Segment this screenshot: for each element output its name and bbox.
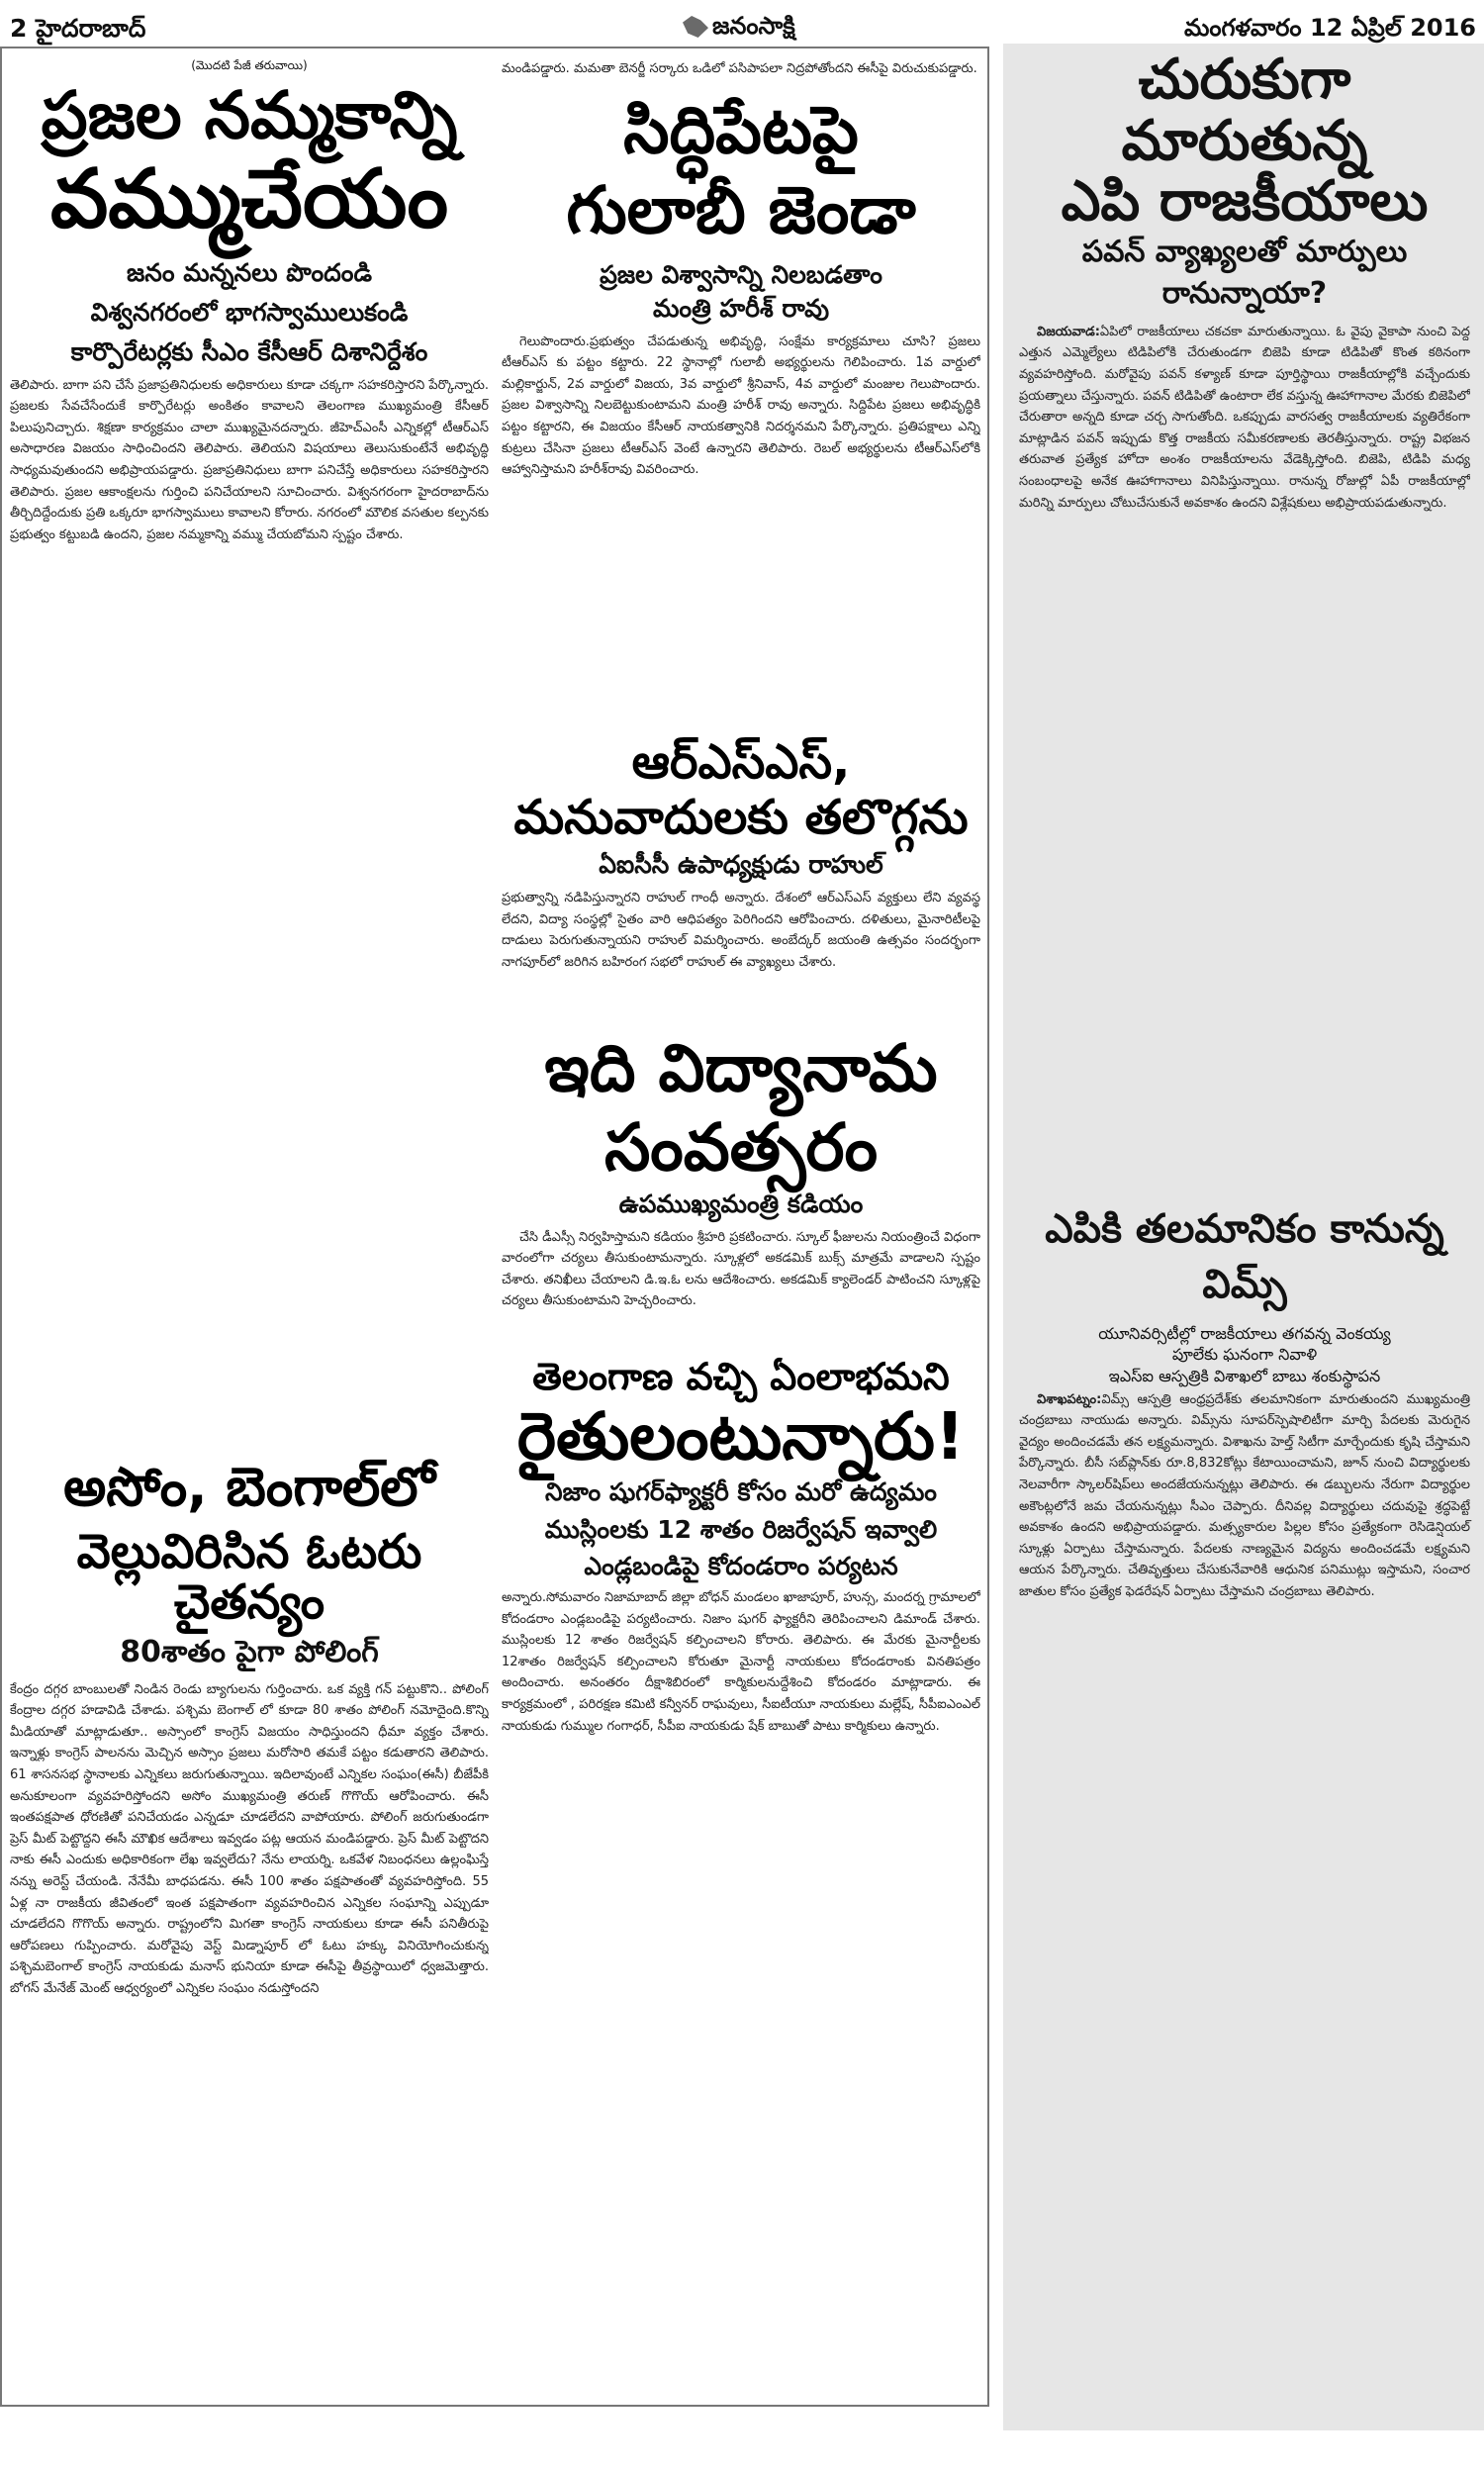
headline-line-2: సంవత్సరం: [603, 1108, 879, 1186]
dateline: విశాఖపట్నం:: [1037, 1391, 1102, 1407]
deck-2: పూలేకు ఘనంగా నివాళి: [1171, 1345, 1318, 1365]
headline-line-2: రైతులంటున్నారు!: [516, 1398, 966, 1475]
article-body-text: విమ్స్ ఆస్పత్రి ఆంధ్రప్రదేశ్‌కు తలమానికంగా మారుతుందని ముఖ్యమంత్రి చంద్రబాబు నాయుడు అన్నారు. విమ్స్‌ను సూపర్‌స్పెషాలిటీగా మార్చి పేదలకు మెరుగైన వైద్యం అందించడమే తన లక్ష్యమన్నారు. విశాఖను హెల్త్ సిటీగా మార్చేందుకు కృషి చేస్తామని పేర్కొన్నారు. బీసీ సబ్‌ప్లాన్‌కు రూ.8,832కోట్లు కేటాయించామని, జూన్ నుంచి విద్యార్థులకు నెలవారీగా స్కాలర్‌షిప్‌లు అందజేయనున్నట్లు తెలిపారు. ఈ డబ్బులను నేరుగా విద్యార్థుల అకౌంట్లలోనే జమ చేయనున్నట్లు సీఎం చెప్పారు. దీనివల్ల విద్యార్థులు చదువుపై శ్రద్ధపెట్టే అవకాశం ఉందని అభిప్రాయపడ్డారు. మత్స్యకారుల పిల్లల కోసం ప్రత్యేకంగా రెసిడెన్షియల్ స్కూళ్లు ఏర్పాటు చేస్తామన్నారు. పేదలకు నాణ్యమైన విద్యను అందించడమే లక్ష్యమని ఆయన పేర్కొన్నారు. చేతివృత్తులు చేసుకునేవారికి ఆధునిక పనిముట్లు ఇస్తామని, సంచార జాతుల కోసం ప్రత్యేక ఫెడరేషన్ ఏర్పాటు చేస్తామని చంద్రబాబు తెలిపారు.: [1019, 1391, 1470, 1599]
article-assam-bengal-polling: [10, 1455, 489, 2000]
deck-3: ఎండ్లబండిపై కోదండరాం పర్యటన: [584, 1552, 898, 1581]
telangana-map-icon: [683, 16, 708, 38]
continued-from-front-page: (మొదటి పేజీ తరువాయి): [191, 58, 308, 72]
article-body: [1019, 322, 1470, 1192]
article-rahul-rss: [502, 733, 980, 1017]
lead-in-text: మండిపడ్డారు. మమతా బెనర్జీ సర్కారు ఒడిలో పసిపాపలా నిద్రపోతోందని ఈసీపై విరుచుకుపడ్డారు.: [502, 61, 977, 76]
deck-3: ఇఎస్ఐ ఆస్పత్రికి విశాఖలో బాబు శంకుస్థాపన: [1108, 1366, 1381, 1385]
deck-2: విశ్వనగరంలో భాగస్వాములుకండి: [90, 298, 409, 328]
deck-3: కార్పొరేటర్లకు సీఎం కేసీఆర్ దిశానిర్దేశం: [70, 336, 428, 366]
headline-line-1: సిద్ధిపేటపై: [623, 91, 859, 168]
article-body: కేంద్రం దగ్గర బాంబులతో నిండిన రెండు బ్యాగులను గుర్తించారు. ఒక వ్యక్తి గన్ పట్టుకొని.. పోలింగ్ కేంద్రాల దగ్గర హడావిడి చేశాడు. పశ్చిమ బెంగాల్ లో కూడా 80 శాతం పోలింగ్ నమోదైంది.కొన్ని మీడియాతో మాట్లాడుతూ.. అస్సాంలో కాంగ్రెస్ విజయం సాధిస్తుందని ధీమా వ్యక్తం చేశారు. ఇన్నాళ్లు కాంగ్రెస్ పాలనను మెచ్చిన అస్సాం ప్రజలు మరోసారి తమకే పట్టం కడుతారని తెలిపారు. 61 శాసనసభ స్థానాలకు ఎన్నికలు జరుగుతున్నాయి. ఇదిలావుంటే ఎన్నికల సంఘం(ఈసీ) బీజేపీకి అనుకూలంగా వ్యవహరిస్తోందని అసోం ముఖ్యమంత్రి తరుణ్ గొగొయ్ ఆరోపించారు. ఈసీ ఇంతపక్షపాత ధోరణితో పనిచేయడం ఎన్నడూ చూడలేదని వాపోయారు. పోలింగ్ జరుగుతుండగా ప్రెస్ మీట్ పెట్టొద్దని ఈసీ మౌఖిక ఆదేశాలు ఇవ్వడం పట్ల ఆయన మండిపడ్డారు. ప్రెస్ మీట్ పెట్టొదని నాకు ఈసీ ఎందుకు అధికారికంగా లేఖ ఇవ్వలేదు? నేను లాయర్ని. ఒకవేళ నిబంధనలు ఉల్లంఘిస్తే నన్ను అరెస్ట్ చేయండి. నేనేమీ బాధపడను. ఈసీ 100 శాతం పక్షపాతంతో వ్యవహరిస్తోంది. 55 ఏళ్ల నా రాజకీయ జీవితంలో ఇంత పక్షపాతంగా వ్యవహరించిన ఎన్నికల సంఘాన్ని ఎప్పుడూ చూడలేదని గొగొయ్ అన్నారు. రాష్ట్రంలోని మిగతా కాంగ్రెస్ నాయకులు కూడా ఈసీ పనితీరుపై ఆరోపణలు గుప్పించారు. మరోవైపు వెస్ట్ మిడ్నాపూర్ లో ఓటు హక్కు వినియోగించుకున్న పశ్చిమబెంగాల్ కాంగ్రెస్ నాయకుడు మనాస్ భునియా కూడా ఈసీపై తీవ్రస్థాయిలో ధ్వజమెత్తారు. బోగస్ మేనేజ్ మెంట్ ఆధ్వర్యంలో ఎన్నికల సంఘం నడుస్తోందని: [10, 1681, 489, 1996]
deck: ఉపముఖ్యమంత్రి కడియం: [618, 1189, 864, 1218]
deck-1: ప్రజల విశ్వాసాన్ని నిలబడతాం: [600, 260, 882, 290]
page-number-city: 2 హైదరాబాద్: [10, 14, 146, 43]
headline-line-2: గులాబీ జెండా: [566, 171, 916, 248]
article-education-year: [502, 1030, 980, 1335]
article-corporators: [10, 77, 489, 1444]
article-body: అన్నారు.సోమవారం నిజామాబాద్ జిల్లా బోధన్ మండలం ఖాజాపూర్, హున్స, మందర్న గ్రామాలలో కోదండరాం ఎండ్లబండిపై పర్యటించారు. నిజాం షుగర్ ఫ్యాక్టరీని తెరిపించాలని డిమాండ్ చేశారు. ముస్లింలకు 12 శాతం రిజర్వేషన్ కల్పించాలని కోరారు. తెలిపారు. ఈ మేరకు మైనార్టీలకు 12శాతం రిజర్వేషన్ కల్పించాలని కోరుతూ మైనార్టీ నాయకులు కోదండరాంకు వినతిపత్రం అందించారు. అనంతరం దీక్షాశిబిరంలో కార్మికులనుద్దేశించి కోదండరం మాట్లాడారు. ఈ కార్యక్రమంలో , పరిరక్షణ కమిటి కన్వీనర్ రాఘవులు, సీఐటీయూ నాయకులు మల్లేష్, సీపీఐఎంఎల్ నాయకుడు గుమ్ముల గంగాధర్, సీపీఐ నాయకుడు షేక్ బాబుతో పాటు కార్మికులు ఉన్నారు.: [502, 1590, 980, 1734]
headline-line-2: మనువాదులకు తలొగ్గను: [513, 790, 969, 846]
deck-2: మంత్రి హరీశ్ రావు: [652, 293, 830, 323]
dateline: విజయవాడ:: [1037, 324, 1100, 339]
article-body: [1019, 1389, 1470, 1603]
issue-date: మంగళవారం 12 ఏప్రిల్ 2016: [1184, 14, 1476, 42]
article-body: చేసి డీఎస్సీ నిర్వహిస్తామని కడియం శ్రీహరి ప్రకటించారు. స్కూల్ ఫీజులను నియంత్రించే విధంగా వారంలోగా చర్యలు తీసుకుంటామన్నారు. స్కూళ్లలో అకడమిక్ బుక్స్ మాత్రమే వాడాలని స్పష్టం చేశారు. తనిఖీలు చేయాలని డి.ఇ.ఓ లను ఆదేశించారు. అకడమిక్ క్యాలెండర్ పాటించని స్కూళ్లపై చర్యలు తీసుకుంటామని హెచ్చరించారు.: [502, 1229, 980, 1309]
deck: పవన్ వ్యాఖ్యలతో మార్పులు రానున్నాయా?: [1081, 234, 1408, 311]
deck-1: జనం మన్ననలు పొందండి: [127, 258, 372, 288]
article-body: తెలిపారు. బాగా పని చేసే ప్రజాప్రతినిధులకు అధికారులు కూడా చక్కగా సహకరిస్తారని పేర్కొన్నారు. ప్రజలకు సేవచేసేందుకే కార్పొరేటర్లు అంకితం కావాలని తెలంగాణ ముఖ్యమంత్రి కేసీఆర్ పిలుపునిచ్చారు. శిక్షణా కార్యక్రమం చాలా ముఖ్యమైనదన్నారు. జీహెచ్ఎంసీ ఎన్నికల్లో టీఆర్ఎస్ అసాధారణ విజయం సాధించిందని తెలిపారు. తెలియని విషయాలు తెలుసుకుంటేనే అభివృద్ధి సాధ్యమవుతుందని అభిప్రాయపడ్డారు. ప్రజాప్రతినిధులు బాగా పనిచేస్తే అధికారులు సహకరిస్తారని తెలిపారు. ప్రజల ఆకాంక్షలను గుర్తించి పనిచేయాలని సూచించారు. విశ్వనగరంగా హైదరాబాద్‌ను తీర్చిదిద్దేందుకు ప్రతి ఒక్కరూ భాగస్వాములు కావాలని కోరారు. నగరంలో మౌలిక వసతుల కల్పనకు ప్రభుత్వం కట్టుబడి ఉందని, ప్రజల నమ్మకాన్ని వమ్ము చేయబోమని స్పష్టం చేశారు.: [10, 377, 489, 542]
masthead: [0, 0, 1484, 48]
headline-line-2: వెల్లువిరిసిన ఓటరు చైతన్యం: [76, 1524, 422, 1630]
headline-line-1: తెలంగాణ వచ్చి ఏంలాభమని: [532, 1354, 950, 1398]
article-body: ప్రభుత్వాన్ని నడిపిస్తున్నారని రాహుల్ గాంధీ అన్నారు. దేశంలో ఆర్ఎస్ఎస్ వ్యక్తులు లేని వ్యవస్థ లేదని, విద్యా సంస్థల్లో సైతం వారి ఆధిపత్యం పెరిగిందని ఆరోపించారు. దళితులు, మైనారిటీలపై దాడులు పెరుగుతున్నాయని రాహుల్ విమర్శించారు. అంబేద్కర్ జయంతి ఉత్సవం సందర్భంగా నాగపూర్‌లో జరిగిన బహిరంగ సభలో రాహుల్ ఈ వ్యాఖ్యలు చేశారు.: [502, 891, 980, 970]
main-news-frame: [0, 47, 989, 2407]
deck-1: యూనివర్సిటీల్లో రాజకీయాలు తగవన్న వెంకయ్య: [1098, 1323, 1391, 1343]
article-body: గెలుపొందారు.ప్రభుత్వం చేపడుతున్న అభివృద్ధి, సంక్షేమ కార్యక్రమాలు చూసి? ప్రజలు టీఆర్ఎస్ కు పట్టం కట్టారు. 22 స్థానాల్లో గులాబీ అభ్యర్థులను గెలిపించారు. 1వ వార్డులో మల్లికార్జున్, 2వ వార్డులో విజయ, 3వ వార్డులో శ్రీనివాస్, 4వ వార్డులో మంజుల గెలుపొందారు. ప్రజల విశ్వాసాన్ని నిలబెట్టుకుంటామని మంత్రి హరీశ్ రావు అన్నారు. సిద్దిపేట ప్రజలు అభివృద్ధికి పట్టం కట్టారని, ఈ విజయం కేసీఆర్ నాయకత్వానికి నిదర్శనమని పేర్కొన్నారు. ప్రతిపక్షాలు ఎన్ని కుట్రలు చేసినా ప్రజలు టీఆర్ఎస్ వెంటే ఉన్నారని తెలిపారు. రెబల్ అభ్యర్థులను టీఆర్ఎస్‌లోకి ఆహ్వానిస్తామని హరీశ్‌రావు వివరించారు.: [502, 333, 980, 478]
article-vims: [1019, 1206, 1470, 1603]
newspaper-logo: [683, 12, 795, 46]
headline-line-1: చురుకుగా మారుతున్న: [1121, 48, 1368, 173]
deck: ఏఐసీసీ ఉపాధ్యక్షుడు రాహుల్: [599, 850, 883, 880]
article-siddipet: [502, 91, 980, 717]
left-column: [10, 48, 489, 2405]
headline-line-1: అసోం, బెంగాల్‌లో: [63, 1455, 435, 1518]
article-body-text: ఏపిలో రాజకీయాలు చకచకా మారుతున్నాయి. ఓ వైపు వైకాపా నుంచి పెద్ద ఎత్తున ఎమ్మెల్యేలు టిడిపిలోకి చేరుతుండగా బిజెపి కూడా టిడిపితో కొంత కఠినంగా వ్యవహరిస్తోంది. మరోవైపు పవన్ కళ్యాణ్ కూడా పూర్తిస్థాయి రాజకీయాల్లోకి వచ్చేందుకు ప్రయత్నాలు చేస్తున్నారు. పవన్ టిడిపితో ఉంటారా లేక వస్తున్న ఊహాగానాల మేరకు బిజెపిలో చేరుతారా అన్నది కూడా చర్చ సాగుతోంది. ఒకప్పుడు వారసత్వ రాజకీయాలకు వ్యతిరేకంగా మాట్లాడిన పవన్ ఇప్పుడు కొత్త రాజకీయ సమీకరణాలకు తెరతీస్తున్నారు. రాష్ట్ర విభజన తరువాత ప్రత్యేక హోదా అంశం రాజకీయాలను వేడెక్కిస్తోంది. బిజెపి, టిడిపి మధ్య సంబంధాలపై అనేక ఊహాగానాలు వినిపిస్తున్నాయి. రానున్న రోజుల్లో ఏపీ రాజకీయాల్లో మరిన్ని మార్పులు చోటుచేసుకునే అవకాశం ఉందని విశ్లేషకులు అభిప్రాయపడుతున్నారు.: [1019, 324, 1470, 511]
headline-line-1: ఆర్ఎస్ఎస్,: [631, 733, 851, 790]
middle-column: [502, 48, 980, 2405]
headline-line-1: ఇది విద్యానామ: [544, 1030, 938, 1107]
headline: ఎపికి తలమానికం కానున్న విమ్స్: [1045, 1205, 1444, 1307]
deck-1: నిజాం షుగర్‌ఫ్యాక్టరీ కోసం మరో ఉద్యమం: [545, 1476, 937, 1506]
headline-line-1: ప్రజల నమ్మకాన్ని: [41, 77, 458, 153]
deck: 80శాతం పైగా పోలింగ్: [120, 1635, 379, 1670]
logo-text: జనంసాక్షి: [712, 12, 795, 40]
sidebar-ap-politics: [1003, 44, 1484, 2430]
article-kodandaram-farmers: [502, 1354, 980, 1738]
deck-2: ముస్లింలకు 12 శాతం రిజర్వేషన్ ఇవ్వాలి: [544, 1514, 938, 1544]
headline-line-2: ఎపి రాజకీయాలు: [1061, 169, 1429, 235]
headline-line-2: వమ్ముచేయం: [49, 152, 449, 247]
article-ap-politics: [1019, 49, 1470, 1192]
